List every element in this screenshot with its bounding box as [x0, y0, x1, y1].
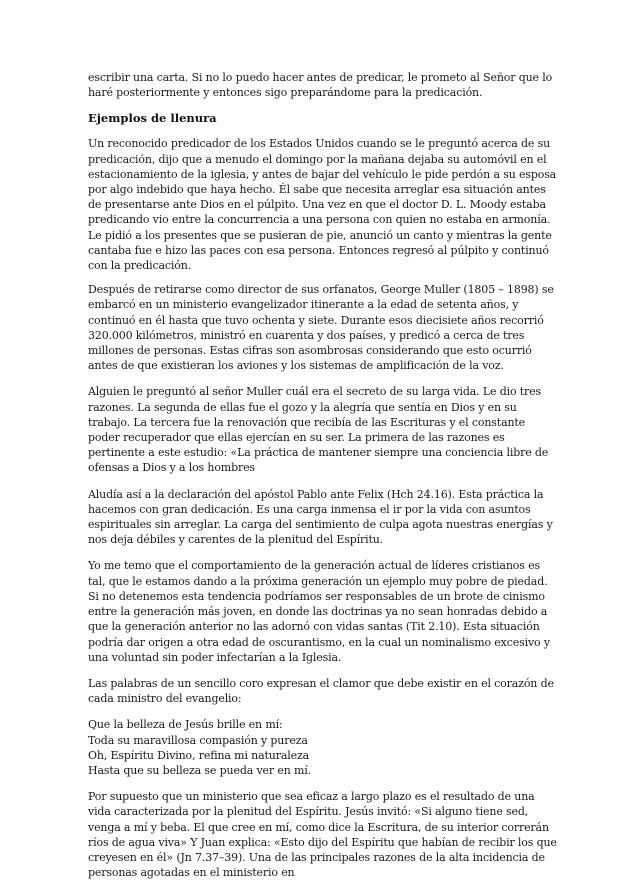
document-page — [88, 70, 558, 880]
paragraph-generation: Yo me temo que el comportamiento de la generación actual de líderes cristianos es tal, que le estamos dando a la próxima generación un ejemplo muy pobre de piedad. Si no detenemos esta tendencia podríamos ser responsables de un brote de cinismo entre la generación más joven, en donde las doctrinas ya no sean honradas debido a que la generación anterior no las adornó con vidas santas (Tit 2.10). Esta situación podría dar origen a otra edad de oscurantismo, en la cual un nominalismo excesivo y una voluntad sin poder infectarían a la Iglesia. — [88, 559, 550, 664]
section-heading: Ejemplos de llenura — [88, 111, 217, 126]
paragraph-muller-secret: Alguien le preguntó al señor Muller cuál era el secreto de su larga vida. Le dio tres razones. La segunda de ellas fue el gozo y la alegría que sentía en Dios y en su trabajo. La tercera fue la renovación que recibía de las Escrituras y el constante poder recuperador que ellas ejercían en su ser. La primera de las razones es pertinente a este estudio: «La práctica de mantener siempre una conciencia libre de ofensas a Dios y a los hombres — [88, 385, 549, 475]
poem-line: Hasta que su belleza se pueda ver en mí. — [88, 763, 311, 777]
poem-line: Toda su maravillosa compasión y pureza — [88, 733, 308, 747]
closing-paragraph: Por supuesto que un ministerio que sea eficaz a largo plazo es el resultado de una vida caracterizada por la plenitud del Espíritu. Jesús invitó: «Si alguno tiene sed, venga a mí y beba. El que cree en mí, como dice la Escritura, de su interior correrán ríos de agua viva» Y Juan explica: «Esto dijo del Espíritu que habían de recibir los que creyesen en él» (Jn 7.37–39). Una de las principales razones de la alta incidencia de personas agotadas en el ministerio en — [88, 790, 557, 880]
paragraph-paul-felix: Aludía así a la declaración del apóstol Pablo ante Felix (Hch 24.16). Esta práctica la hacemos con gran dedicación. Es una carga inmensa el ir por la vida con asuntos espirituales sin arreglar. La carga del sentimiento de culpa agota nuestras energías y nos deja débiles y carentes de la plenitud del Espíritu. — [88, 487, 553, 547]
poem-line: Que la belleza de Jesús brille en mí: — [88, 718, 283, 732]
paragraph-preacher: Un reconocido predicador de los Estados Unidos cuando se le preguntó acerca de su predicación, dijo que a menudo el domingo por la mañana dejaba su automóvil en el estacionamiento de la iglesia, y antes de bajar del vehículo le pide perdón a su esposa por algo indebido que haya hecho. Él sabe que necesita arreglar esa situación antes de presentarse ante Dios en el púlpito. Una vez en que el doctor D. L. Moody estaba predicando vio entre la concurrencia a una persona con quien no estaba en armonía. Le pidió a los presentes que se pusieran de pie, anunció un canto y mientras la gente cantaba fue e hizo las paces con esa persona. Entonces regresó al púlpito y continuó con la predicación. — [88, 137, 557, 273]
poem-line: Oh, Espíritu Divino, refina mi naturaleza — [88, 748, 310, 762]
paragraph-chorus-intro: Las palabras de un sencillo coro expresan el clamor que debe existir en el corazón de cada ministro del evangelio: — [88, 676, 554, 706]
paragraph-muller-ministry: Después de retirarse como director de sus orfanatos, George Muller (1805 – 1898) se embarcó en un ministerio evangelizador itinerante a la edad de setenta años, y continuó en él hasta que tuvo ochenta y siete. Durante esos diecisiete años recorrió 320.000 kilómetros, ministró en cuarenta y dos países, y predicó a cerca de tres millones de personas. Estas cifras son asombrosas considerando que esto ocurrió antes de que existieran los aviones y los sistemas de amplificación de la voz. — [88, 283, 554, 373]
intro-paragraph: escribir una carta. Si no lo puedo hacer antes de predicar, le prometo al Señor que lo haré posteriormente y entonces sigo preparándome para la predicación. — [88, 71, 553, 100]
poem — [88, 717, 558, 778]
